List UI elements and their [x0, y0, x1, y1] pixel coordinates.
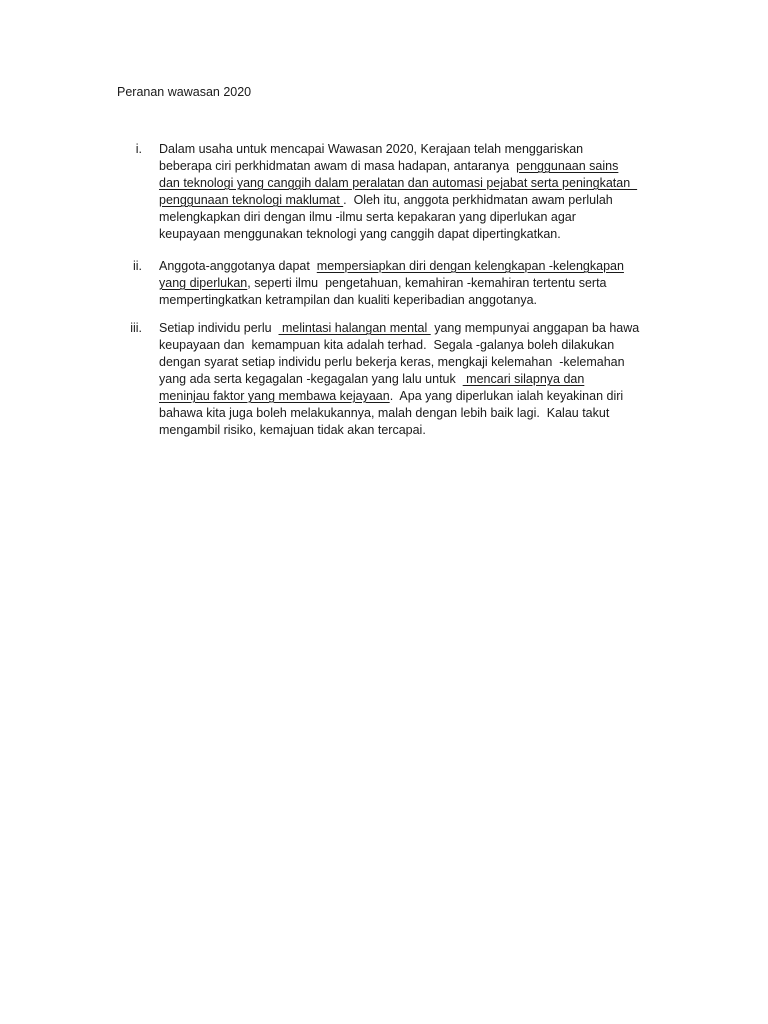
- text-line: [159, 258, 624, 275]
- text-line: [159, 226, 637, 243]
- text-segment: Dalam usaha untuk mencapai Wawasan 2020, Kerajaan telah menggariskan: [159, 142, 584, 156]
- underlined-phrase: dan teknologi yang canggih dalam peralatan dan automasi pejabat serta peningkatan: [159, 176, 638, 190]
- document-title: Peranan wawasan 2020: [117, 85, 252, 99]
- text-line: [159, 371, 639, 388]
- text-line: [159, 320, 639, 337]
- text-segment: Setiap individu perlu: [159, 321, 279, 335]
- underlined-phrase: penggunaan teknologi maklumat: [159, 193, 344, 207]
- text-line: [159, 337, 639, 354]
- list-item-text: [159, 141, 637, 243]
- text-segment: . Apa yang diperlukan ialah keyakinan diri: [389, 389, 624, 403]
- text-line: [159, 158, 637, 175]
- text-segment: beberapa ciri perkhidmatan awam di masa hadapan, antaranya: [159, 159, 517, 173]
- text-segment: bahawa kita juga boleh melakukannya, malah dengan lebih baik lagi. Kalau takut: [159, 406, 610, 420]
- text-segment: mempertingkatkan ketrampilan dan kualiti keperibadian anggotanya.: [159, 293, 538, 307]
- underlined-phrase: melintasi halangan mental: [278, 321, 431, 335]
- underlined-phrase: mencari silapnya dan: [462, 372, 585, 386]
- underlined-phrase: yang diperlukan: [159, 276, 248, 290]
- text-line: [159, 422, 639, 439]
- list-marker: i.: [135, 142, 142, 156]
- text-line: [159, 141, 637, 158]
- underlined-phrase: penggunaan sains: [516, 159, 619, 173]
- list-marker: iii.: [130, 321, 142, 335]
- text-segment: , seperti ilmu pengetahuan, kemahiran -kemahiran tertentu serta: [247, 276, 607, 290]
- text-segment: melengkapkan diri dengan ilmu -ilmu serta kepakaran yang diperlukan agar: [159, 210, 576, 224]
- text-segment: mengambil risiko, kemajuan tidak akan tercapai.: [159, 423, 426, 437]
- underlined-phrase: meninjau faktor yang membawa kejayaan: [159, 389, 390, 403]
- list-item-text: [159, 320, 639, 439]
- text-line: [159, 209, 637, 226]
- underlined-phrase: mempersiapkan diri dengan kelengkapan -kelengkapan: [316, 259, 624, 273]
- text-segment: keupayaan menggunakan teknologi yang canggih dapat dipertingkatkan.: [159, 227, 561, 241]
- text-segment: keupayaan dan kemampuan kita adalah terhad. Segala -galanya boleh dilakukan: [159, 338, 615, 352]
- text-line: [159, 175, 637, 192]
- text-line: [159, 354, 639, 371]
- text-segment: yang mempunyai anggapan ba hawa: [430, 321, 640, 335]
- text-segment: Anggota-anggotanya dapat: [159, 259, 317, 273]
- text-line: [159, 275, 624, 292]
- list-item-text: [159, 258, 624, 309]
- text-line: [159, 192, 637, 209]
- list-marker: ii.: [132, 259, 142, 273]
- text-segment: dengan syarat setiap individu perlu bekerja keras, mengkaji kelemahan -kelemahan: [159, 355, 625, 369]
- text-line: [159, 292, 624, 309]
- text-segment: yang ada serta kegagalan -kegagalan yang lalu untuk: [159, 372, 463, 386]
- text-line: [159, 405, 639, 422]
- text-segment: . Oleh itu, anggota perkhidmatan awam perlulah: [343, 193, 613, 207]
- text-line: [159, 388, 639, 405]
